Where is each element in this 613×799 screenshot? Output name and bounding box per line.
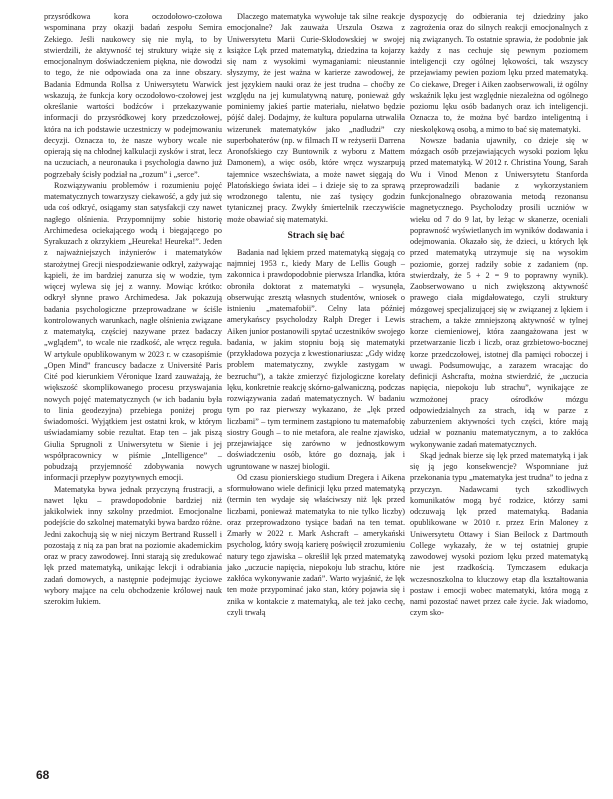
paragraph: Matematyka bywa jednak przyczyną frustracji, a nawet lęku – prawdopodobnie bardziej niż jakikolwiek inny szkolny przedmiot. Emocjonalne podejście do szkolnej matematyki bywa bardzo różne. Jedni zakochują się w niej niczym Bertrand Russell i pozostają z nią za pan brat na poziomie akademickim oraz w pracy zawodowej. Inni starają się zredukować lęk przed matematyką, unikając lekcji i odrabiania zadań domowych, a następnie podejmując życiowe wybory mające na celu obchodzenie królowej nauk szerokim łukiem. bbox=[44, 484, 222, 606]
paragraph: dyspozycję do odbierania tej dziedziny jako zagrożenia oraz do silnych reakcji emocjonalnych z nią związanych. To ostatnie sprawia, że podobnie jak każdy z nas cechuje się pewnym poziomem inteligencji czy ogólnej lękowości, tak wszyscy przejawiamy pewien poziom lęku przed matematyką. Co ciekawe, Dreger i Aiken zaobserwowali, iż ogólny wskaźnik lęku jest względnie niezależna od ogólnego poziomu lęku osób badanych oraz ich inteligencji. Oznacza to, że można być bardzo inteligentną i nieskolękową osobą, a mimo to bać się matematyki. bbox=[410, 12, 588, 134]
paragraph: Rozwiązywaniu problemów i rozumieniu pojęć matematycznych towarzyszy ciekawość, a gdy już się uda coś odkryć, osiągamy stan satysfakcji czy nawet nagłego olśnienia. Przypomnijmy sobie historię Archimedesa ociekającego wodą i biegającego po Syrakuzach z okrzykiem „Heureka! Heureka!”. Jeden z najważniejszych inżynierów i matematyków starożytnej Grecji niespodziewanie odkrył, zażywając kąpieli, że im bardziej zanurza się w wodzie, tym więcej wylewa się jej z wanny. Mowiąc krótko: odkrył słynne prawo Archimedesa. Jak pokazują badania psychologiczne przeprowadzane w ściśle kontrolowanych warunkach, nagłe olśnienia związane z matematyką, częściej nazywane przez badaczy „wglądem”, to wcale nie rzadkość, ale wręcz reguła. W artykule opublikowanym w 2023 r. w czasopiśmie „Open Mind” francuscy badacze z Université Paris Cité pod kierunkiem Véronique Izard zauważają, że większość skomplikowanego procesu przyswajania nowych pojęć matematycznych (w ich badaniu była to linia geodezyjna) przebiega poniżej progu świadomości. Wyjątkiem jest ostatni krok, w którym uświadamiamy sobie rezultat. Etap ten – jak piszą Giulia Sprugnoli z Uniwersytetu w Sienie i jej współpracownicy w piśmie „Intelligence” – pobudzają przyjemność zdobywania nowych informacji przepływ pozytywnych emocji. bbox=[44, 180, 222, 483]
page-number: 68 bbox=[36, 768, 50, 782]
paragraph: Badania nad lękiem przed matematyką sięgają co najmniej 1953 r., kiedy Mary de Lellis Gough – zakonnica i prawdopodobnie pierwsza Irlandka, która obroniła doktorat z matematyki – wysunęła, obserwując zresztą własnych studentów, wniosek o istnieniu „matemafobii”. Celny lata później amerykańscy psycholodzy Ralph Dreger i Lewis Aiken junior postanowili spytać uczestników swojego badania, w jakim stopniu boją się matematyki (przykładowa pozycja z kwestionariusza: „Gdy widzę problem matematyczny, zwykle zastygam w bezruchu”), a także zmierzyć fizjologiczne korelaty lęku, konkretnie reakcję skórno-galwaniczną, podczas rozwiązywania zadań matematycznych. W badaniu tym po raz pierwszy wykazano, że „lęk przed liczbami” – tym terminem zastąpiono tu matemafobię siostry Gough – to nie metafora, ale realne zjawisko, przejawiające się zarówno w jednostkowym doświadczeniu osób, które go doznają, jak i ugruntowane w naszej biologii. bbox=[227, 247, 405, 471]
column-left bbox=[44, 11, 222, 607]
column-right bbox=[410, 11, 588, 619]
paragraph: przysródkowa kora oczodołowo-czołowa wspominana przy okazji badań zespołu Semira Zekiego. Jeśli naukowcy się nie mylą, to by stwierdzili, że aktywność tej struktury wiąże się z emocjonalnym doświadczeniem piękna, nie dowodzi to tego, że nie odpowiada ona za inne obszary. Badania Edmunda Rollsa z Uniwersytetu Warwick wskazują, że funkcja kory oczodołowo-czołowej jest określanie wartości bodźców i przekazywanie informacji do przysródkowej kory przedczołowej, która na ich podstawie uczestniczy w podejmowaniu decyzji. Oznacza to, że nasze wybory wcale nie opierają się na chłodnej kalkulacji zysków i strat, lecz na uczuciach, a neuronauka i psychologia dawno już pogrzebały ścisły podział na „rozum” i „serce”. bbox=[44, 12, 222, 179]
column-middle bbox=[227, 11, 405, 618]
paragraph: Nowsze badania ujawniły, co dzieje się w mózgach osób przejawiających wysoki poziom lęku przed matematyką. W 2012 r. Christina Young, Sarah Wu i Vinod Menon z Uniwersytetu Stanforda przeprowadzili badanie z wykorzystaniem funkcjonalnego obrazowania metodą rezonansu magnetycznego. Psycholodzy prosili uczniów w wieku od 7 do 9 lat, by leżąc w skanerze, oceniali poprawność wyświetlanych im wyników dodawania i odejmowania. Okazało się, że dzieci, u których lęk przed matematyką utrzymuje się na wysokim poziomie, gorzej radziły sobie z zadaniem (np. stwierdzały, że 5 + 2 = 9 to poprawny wynik). Zaobserwowano u nich zwiększoną aktywność prawego ciała migdałowatego, czyli struktury mózgowej specjalizującej się w związanej z lękiem i strachem, a także zmniejszoną aktywność w tylnej korze ciemieniowej, która zaangażowana jest w przetwarzanie liczb i liczb, oraz grzbietowo-bocznej korze przedczołowej, istotnej dla pamięci roboczej i uwagi. Podsumowując, a zarazem wracając do definicji Ashcrafta, można stwierdzić, że „uczucia napięcia, niepokoju lub strachu”, wynikające ze wzmożonej pracy ośrodków mózgu odpowiedzialnych za strach, idą w parze z zaburzeniem aktywności tych części, które mają udział w poznaniu matematycznym, a to zakłóca wykonywanie zadań matematycznych. bbox=[410, 135, 588, 449]
paragraph: Skąd jednak bierze się lęk przed matematyką i jak się ją jego konsekwencje? Wspomniane już przekonania typu „matematyka jest trudna” to jedna z przyczyn. Nadawcami tych szkodliwych komunikatów mogą być rodzice, którzy sami odczuwają lęk przed matematyką. Badania opublikowane w 2010 r. przez Erin Maloney z Uniwersytetu Ottawy i Sian Beilock z Dartmouth College wykazały, że w tej ostatniej grupie zawodowej wysoki poziom lęku przed matematyką nie jest rzadkością. Tymczasem edukacja wczesnoszkolna to kluczowy etap dla kształtowania postaw i emocji wobec matematyki, która mogą z nami pozostać nawet przez całe życie. Jak wiadomo, czym sko- bbox=[410, 450, 588, 618]
paragraph: Od czasu pionierskiego studium Dregera i Aikena sformułowano wiele definicji lęku przed matematyką (termin ten wydaje się właściwszy niż lęk przed liczbami, ponieważ matematyka to nie tylko liczby) oraz przeprowadzono tysiące badań na ten temat. Zmarły w 2022 r. Mark Ashcraft – amerykański psycholog, który swoją karierę poświęcił zrozumieniu natury tego zjawiska – określił lęk przed matematyką jako „uczucie napięcia, niepokoju lub strachu, które zakłóca wykonywanie zadań”. Warto wyjaśnić, że lęk ten może przypominać jako stan, który pojawia się i znika w kontakcie z matematyką, ale też jako cechę, czyli trwałą bbox=[227, 472, 405, 617]
paragraph: Dlaczego matematyka wywołuje tak silne reakcje emocjonalne? Jak zauważa Urszula Oszwa z Uniwersytetu Marii Curie-Skłodowskiej w swojej książce Lęk przed matematyką, dziedzina ta kojarzy się nam z wysokimi wymaganiami: nieustannie słyszymy, że jest ważna w karierze zawodowej, że jest językiem nauki oraz że jest trudna – choćby ze względu na jej kumulatywną naturę, ponieważ gdy pominiemy jakieś partie materiału, niełatwo będzie pójść dalej. Dodajmy, że kultura popularna utrwaliła wizerunek matematyków jako „nadludzi” czy superbohaterów (np. w filmach Π w reżyserii Darrena Aronofskiego czy Buntownik z wyboru z Mattem Damonem), a więc osób, które wręcz wyszarpują tajemnice wszechświata, a może nawet sięgają do Platońskiego świata idei – i dzieje się to za sprawą wrodzonego talentu, nie zaś tysięcy godzin tytanicznej pracy. Zwykły śmiertelnik rzeczywiście może obawiać się matematyki. bbox=[227, 12, 405, 224]
section-heading: Strach się bać bbox=[287, 229, 345, 241]
